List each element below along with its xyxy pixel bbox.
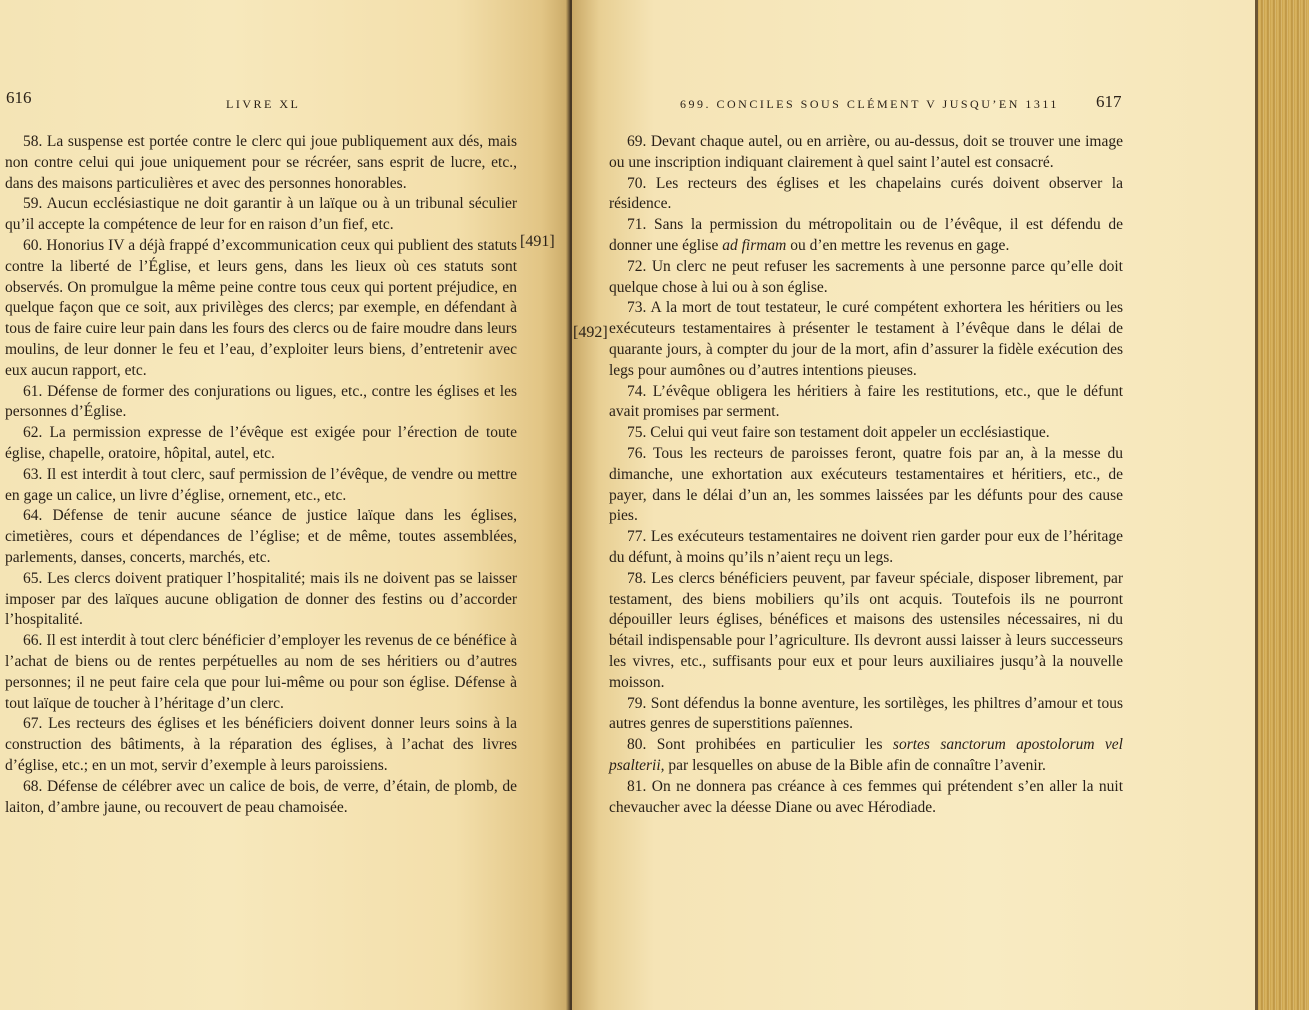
paragraph: 61. Défense de former des conjurations ou ligues, etc., contre les églises et les personnes d’Église.: [5, 382, 517, 421]
paragraph: 76. Tous les recteurs de paroisses feront, quatre fois par an, à la messe du dimanche, une exhortation aux exécuteurs testamentaires et héritiers, etc., de payer, dans le délai d’un an, les sommes laissées par les défunts pour des cause pies.: [609, 444, 1123, 525]
paragraph-text: 80. Sont prohibées en particulier les: [627, 736, 883, 754]
italic-term: sortes sanctorum apostolorum vel psalterii,: [609, 736, 1123, 774]
paragraph: 64. Défense de tenir aucune séance de justice laïque dans les églises, cimetières, cours et dépendances de l’église; et de même, toutes assemblées, parlements, danses, concerts, marchés, etc.: [5, 507, 517, 566]
paragraph: [609, 735, 1123, 777]
paragraph: 75. Celui qui veut faire son testament doit appeler un ecclésiastique.: [627, 424, 1050, 442]
paragraph: 69. Devant chaque autel, ou en arrière, ou au-dessus, doit se trouver une image ou une inscription indiquant clairement à quel saint l’autel est consacré.: [609, 133, 1123, 171]
paragraph: 77. Les exécuteurs testamentaires ne doivent rien garder pour eux de l’héritage du défunt, à moins qu’ils n’aient reçu un legs.: [609, 528, 1123, 566]
margin-reference: [492]: [573, 324, 608, 341]
right-page: [572, 0, 1258, 1010]
margin-reference: [491]: [520, 233, 555, 250]
paragraph: 70. Les recteurs des églises et les chapelains curés doivent observer la résidence.: [609, 174, 1123, 213]
paragraph: [609, 215, 1123, 257]
paragraph: 59. Aucun ecclésiastique ne doit garantir à un laïque ou à un tribunal séculier qu’il accepte la compétence de leur for en raison d’un fief, etc.: [5, 195, 517, 234]
book-page-edges: [1258, 0, 1309, 1010]
left-page: [0, 0, 570, 1010]
paragraph: 63. Il est interdit à tout clerc, sauf permission de l’évêque, de vendre ou mettre en gage un calice, un livre d’église, ornement, etc., etc.: [5, 465, 517, 504]
paragraph-text: par lesquelles on abuse de la Bible afin de connaître l’avenir.: [668, 756, 1046, 774]
page-number: 617: [1096, 92, 1122, 111]
paragraph: 65. Les clercs doivent pratiquer l’hospitalité; mais ils ne doivent pas se laisser imposer par des laïques aucune obligation de donner des festins ou d’accorder l’hospitalité.: [5, 569, 517, 629]
paragraph: 81. On ne donnera pas créance à ces femmes qui prétendent s’en aller la nuit chevaucher avec la déesse Diane ou avec Hérodiade.: [609, 777, 1123, 816]
paragraph: 68. Défense de célébrer avec un calice de bois, de verre, d’étain, de plomb, de laiton, d’ambre jaune, ou recouvert de peau chamoisée.: [5, 777, 517, 816]
paragraph: 66. Il est interdit à tout clerc bénéficier d’employer les revenus de ce bénéfice à l’achat de biens ou de rentes perpétuelles au nom de ses héritiers ou d’autres personnes; il ne peut faire cela que pour lui-même ou pour son église. Défense à tout laïque de toucher à l’héritage d’un clerc.: [5, 632, 517, 712]
paragraph: 72. Un clerc ne peut refuser les sacrements à une personne parce qu’elle doit quelque chose à lui ou à son église.: [609, 257, 1123, 296]
paragraph-text: ou d’en mettre les revenus en gage.: [790, 236, 1010, 254]
running-head: LIVRE XL: [226, 97, 301, 111]
running-head: 699. CONCILES SOUS CLÉMENT V JUSQU’EN 1311: [680, 97, 1059, 111]
paragraph-text: 71. Sans la permission du métropolitain ou de l’évêque, il est défendu de donner une église: [609, 216, 1123, 254]
page-number: 616: [6, 88, 32, 107]
paragraph: 79. Sont défendus la bonne aventure, les sortilèges, les philtres d’amour et tous autres genres de superstitions païennes.: [609, 694, 1123, 733]
left-text-block: [5, 132, 517, 818]
paragraph: 58. La suspense est portée contre le clerc qui joue publiquement aux dés, mais non contre celui qui joue uniquement pour se récréer, sans esprit de lucre, etc., dans des maisons particulières et avec des personnes honorables.: [5, 133, 517, 192]
paragraph: 78. Les clercs bénéficiers peuvent, par faveur spéciale, disposer librement, par testament, des biens mobiliers qu’ils ont acquis. Toutefois ils ne pourront dépouiller leurs églises, bénéfices et maisons des ustensiles nécessaires, ni du bétail indispensable pour l’agriculture. Ils devront aussi laisser à leurs successeurs les vivres, etc., suffisants pour eux et pour leurs auxiliaires jusqu’à la nouvelle moisson.: [609, 569, 1123, 691]
right-text-block: [609, 132, 1123, 818]
paragraph: 60. Honorius IV a déjà frappé d’excommunication ceux qui publient des statuts contre la liberté de l’Église, et leurs gens, dans les lieux où ces statuts sont observés. On promulgue la même peine contre tous ceux qui portent préjudice, en quelque façon que ce soit, aux privilèges des clercs; par exemple, en défendant à tous de faire cuire leur pain dans les fours des clercs ou de faire moudre dans leurs moulins, de leur donner le feu et l’eau, d’exploiter leurs biens, d’entretenir avec eux aucun rapport, etc.: [5, 236, 517, 379]
paragraph: 62. La permission expresse de l’évêque est exigée pour l’érection de toute église, chapelle, oratoire, hôpital, autel, etc.: [5, 424, 517, 462]
italic-term: ad firmam: [722, 236, 787, 254]
paragraph: 67. Les recteurs des églises et les bénéficiers doivent donner leurs soins à la construction des bâtiments, à la réparation des églises, à l’achat des livres d’église, etc.; en un mot, servir d’exemple à leurs paroissiens.: [5, 715, 517, 774]
paragraph: 73. A la mort de tout testateur, le curé compétent exhortera les héritiers ou les exécuteurs testamentaires à présenter le testament à l’évêque dans le délai de quarante jours, à compter du jour de la mort, afin d’assurer la fidèle exécution des legs pour aumônes ou d’autres intentions pieuses.: [609, 299, 1123, 379]
paragraph: 74. L’évêque obligera les héritiers à faire les restitutions, etc., que le défunt avait promises par serment.: [609, 382, 1123, 421]
